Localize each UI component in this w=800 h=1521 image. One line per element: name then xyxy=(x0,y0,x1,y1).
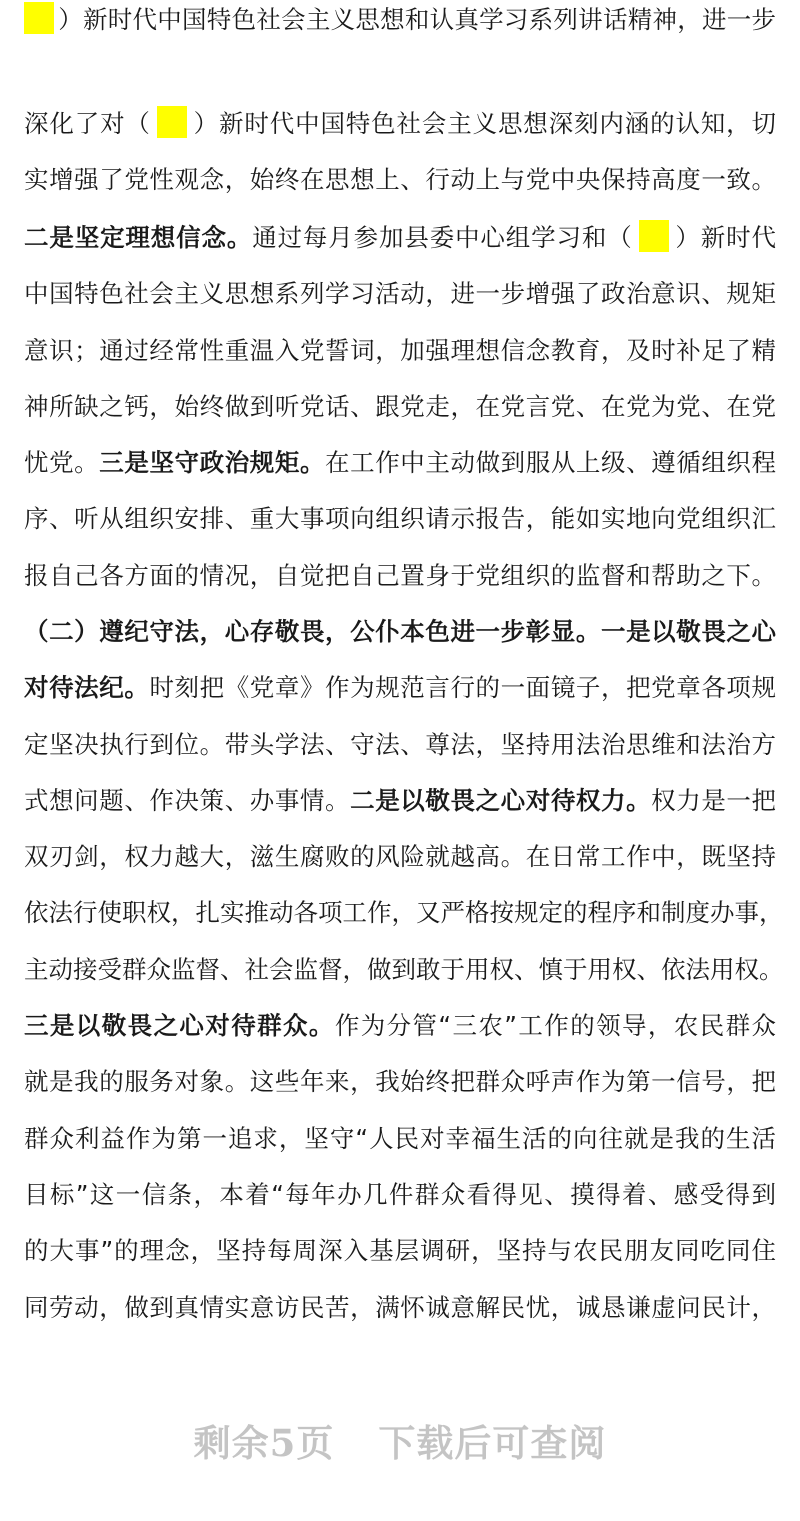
text-line xyxy=(24,837,776,877)
text-line xyxy=(24,1175,776,1215)
download-hint-label: 下载后可查阅 xyxy=(378,1421,607,1465)
text-line xyxy=(24,1062,776,1102)
bold-heading: 三是坚守政治规矩。 xyxy=(99,448,326,477)
highlighted-blank xyxy=(157,106,187,138)
line-text: 的大事”的理念，坚持每周深入基层调研，坚持与农民朋友同吃同住 xyxy=(24,1236,776,1265)
line-text: 同劳动，做到真情实意访民苦，满怀诚意解民忧，诚恳谦虚问民计， xyxy=(24,1293,776,1322)
text-line xyxy=(24,1231,776,1271)
bold-heading: （二）遵纪守法，心存敬畏，公仆本色进一步彰显。一是以敬畏之心 xyxy=(24,617,776,646)
highlighted-blank xyxy=(639,220,669,252)
text-line xyxy=(24,781,776,821)
line-text: 报自己各方面的情况，自觉把自己置身于党组织的监督和帮助之下。 xyxy=(24,561,776,590)
line-text: 定坚决执行到位。带头学法、守法、尊法，坚持用法治思维和法治方 xyxy=(24,730,776,759)
line-text: 就是我的服务对象。这些年来，我始终把群众呼声作为第一信号，把 xyxy=(24,1067,776,1096)
highlighted-blank xyxy=(24,2,54,34)
line-text: ）新时代中国特色社会主义思想和认真学习系列讲话精神，进一步 xyxy=(58,5,776,34)
text-line xyxy=(24,0,776,40)
line-text: 实增强了党性观念，始终在思想上、行动上与党中央保持高度一致。 xyxy=(24,165,776,194)
line-text: 忧党。 xyxy=(24,448,100,477)
line-text: ）新时代 xyxy=(674,223,777,252)
remaining-pages-banner[interactable] xyxy=(0,1418,800,1468)
line-text: 依法行使职权，扎实推动各项工作，又严格按规定的程序和制度办事， xyxy=(24,898,784,927)
text-line xyxy=(24,612,776,652)
text-line xyxy=(24,556,776,596)
line-text: 权力是一把 xyxy=(651,786,777,815)
line-text: 意识；通过经常性重温入党誓词，加强理想信念教育，及时补足了精 xyxy=(24,336,776,365)
text-line xyxy=(24,1288,776,1328)
line-text: 通过每月参加县委中心组学习和（ xyxy=(252,223,633,252)
text-line xyxy=(24,950,784,990)
bold-heading: 对待法纪。 xyxy=(24,673,150,702)
bold-heading: 二是以敬畏之心对待权力。 xyxy=(350,786,652,815)
line-text: 式想问题、作决策、办事情。 xyxy=(24,786,351,815)
line-text: 群众利益作为第一追求，坚守“人民对幸福生活的向往就是我的生活 xyxy=(24,1124,776,1153)
text-line xyxy=(24,331,776,371)
text-line xyxy=(24,668,776,708)
line-text: 在工作中主动做到服从上级、遵循组织程 xyxy=(325,448,777,477)
text-line xyxy=(24,893,784,933)
text-line xyxy=(24,387,776,427)
text-line xyxy=(24,104,776,144)
text-line xyxy=(24,725,776,765)
line-text: 时刻把《党章》作为规范言行的一面镜子，把党章各项规 xyxy=(149,673,777,702)
remaining-pages-label: 剩余5页 xyxy=(193,1421,335,1465)
text-line xyxy=(24,499,776,539)
line-text: ）新时代中国特色社会主义思想深刻内涵的认知，切 xyxy=(192,109,777,138)
line-text: 目标”这一信条，本着“每年办几件群众看得见、摸得着、感受得到 xyxy=(24,1180,776,1209)
text-line xyxy=(24,274,776,314)
line-text: 双刃剑，权力越大，滋生腐败的风险就越高。在日常工作中，既坚持 xyxy=(24,842,776,871)
text-line xyxy=(24,218,776,258)
line-text: 作为分管“三农”工作的领导，农民群众 xyxy=(334,1011,777,1040)
text-line xyxy=(24,160,776,200)
text-line xyxy=(24,443,776,483)
line-text: 中国特色社会主义思想系列学习活动，进一步增强了政治意识、规矩 xyxy=(24,279,776,308)
text-line xyxy=(24,1119,776,1159)
text-line xyxy=(24,1006,776,1046)
bold-heading: 二是坚定理想信念。 xyxy=(24,223,253,252)
line-text: 神所缺之钙，始终做到听党话、跟党走，在党言党、在党为党、在党 xyxy=(24,392,776,421)
bold-heading: 三是以敬畏之心对待群众。 xyxy=(24,1011,335,1040)
line-text: 主动接受群众监督、社会监督，做到敢于用权、慎于用权、依法用权。 xyxy=(24,955,784,984)
line-text: 深化了对（ xyxy=(24,109,151,138)
line-text: 序、听从组织安排、重大事项向组织请示报告，能如实地向党组织汇 xyxy=(24,504,776,533)
